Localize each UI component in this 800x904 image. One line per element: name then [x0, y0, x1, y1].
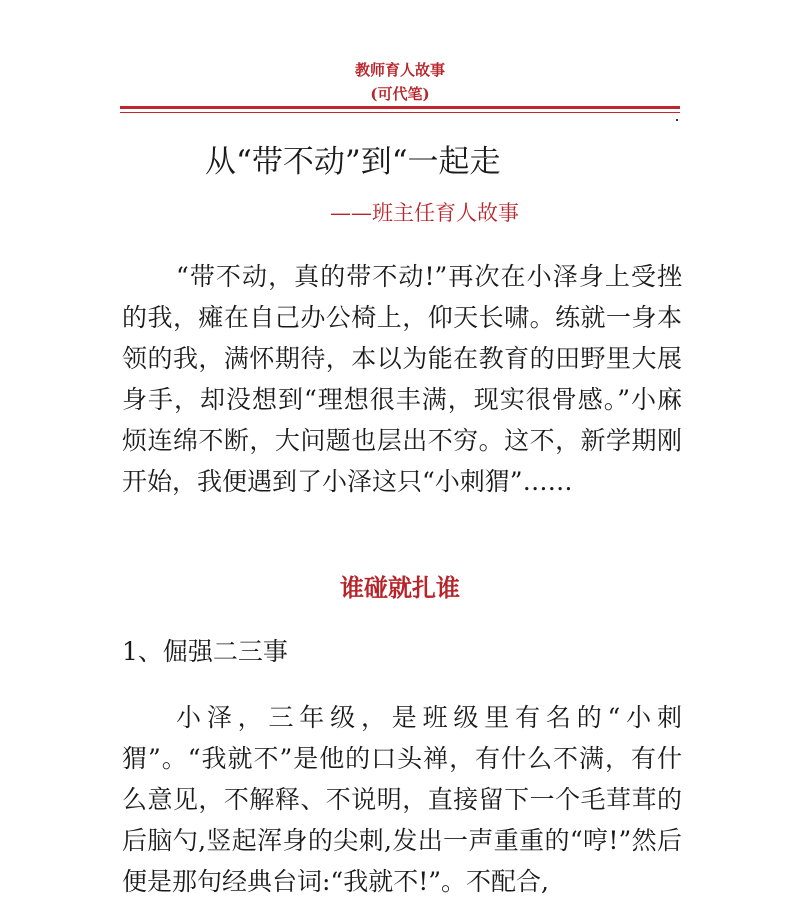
header-divider-thin [120, 112, 680, 113]
intro-paragraph: “带不动，真的带不动!”再次在小泽身上受挫的我，瘫在自己办公椅上，仰天长啸。练就一身本领的我，满怀期待，本以为能在教育的田野里大展身手，却没想到“理想很丰满，现实很骨感。”小麻烦连绵不断，大问题也层出不穷。这不，新学期刚开始，我便遇到了小泽这只“小刺猬”…… [122, 262, 682, 496]
article-title: 从“带不动”到“一起走 [205, 144, 501, 180]
header-title: 教师育人故事 [354, 61, 445, 79]
header-divider-thick [120, 106, 680, 109]
header-note: (可代笔) [370, 85, 430, 103]
body-paragraph: 小泽，三年级，是班级里有名的“小刺猬”。“我就不”是他的口头禅，有什么不满，有什么意见，不解释、不说明，直接留下一个毛茸茸的后脑勺,竖起浑身的尖刺,发出一声重重的“哼!”然后便是那句经典台词:“我就不!”。不配合, [122, 703, 682, 896]
document-header [0, 58, 800, 106]
subsection-heading: 1、倔强二三事 [122, 637, 288, 666]
decorative-dot [676, 119, 678, 121]
article-subtitle: ——班主任育人故事 [330, 201, 519, 225]
section-heading: 谁碰就扎谁 [340, 573, 460, 602]
